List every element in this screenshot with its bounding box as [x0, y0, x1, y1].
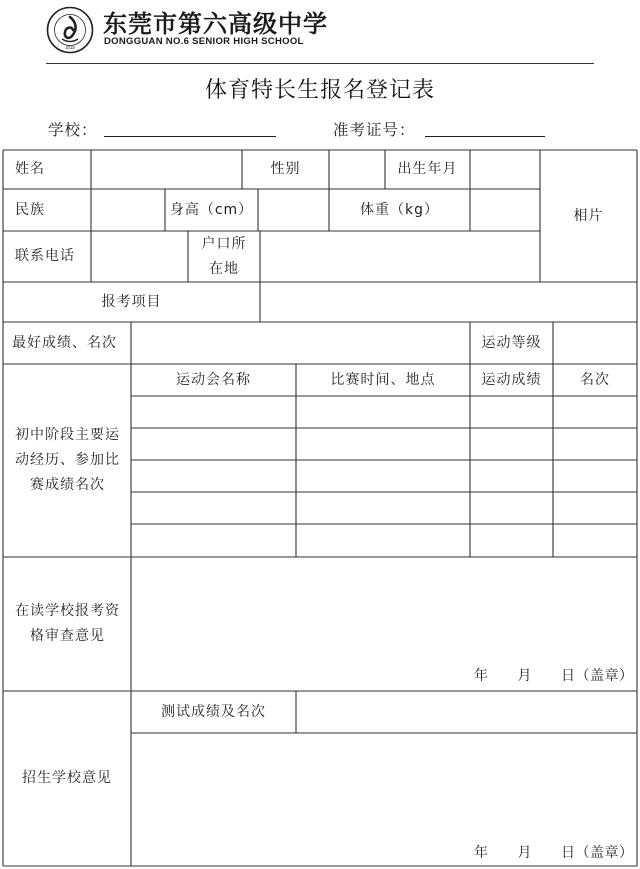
- weight-label: 体重（kg）: [360, 201, 439, 218]
- school-name-en: DONGGUAN NO.6 SENIOR HIGH SCHOOL: [104, 36, 304, 47]
- gender-label: 性别: [270, 161, 301, 177]
- sport-level-label: 运动等级: [481, 334, 542, 351]
- admission-label: 招生学校意见: [22, 770, 112, 786]
- school-name-cn: 东莞市第六高级中学: [103, 9, 328, 38]
- best-result-label: 最好成绩、名次: [12, 334, 117, 351]
- phone-label: 联系电话: [15, 248, 75, 264]
- col-meet-header: 运动会名称: [176, 371, 251, 388]
- ethnicity-label: 民族: [15, 201, 45, 218]
- height-label: 身高（cm）: [169, 201, 254, 218]
- admission-date-stamp: 年 月 日（盖章）: [474, 845, 634, 861]
- photo-label: 相片: [573, 207, 604, 224]
- review-date-stamp: 年 月 日（盖章）: [474, 668, 634, 684]
- school-label: 学校：: [48, 121, 98, 139]
- col-rank-header: 名次: [580, 371, 610, 388]
- birth-label: 出生年月: [397, 161, 458, 177]
- document-title: 体育特长生报名登记表: [204, 78, 435, 103]
- name-label: 姓名: [15, 161, 45, 177]
- hukou-label: 户口所在地: [201, 235, 247, 277]
- experience-label: 初中阶段主要运动经历、参加比赛成绩名次: [15, 427, 120, 493]
- col-result-header: 运动成绩: [481, 371, 542, 388]
- event-label: 报考项目: [101, 293, 162, 310]
- logo-year: 2018: [65, 45, 75, 50]
- col-time-place-header: 比赛时间、地点: [330, 371, 436, 388]
- review-label: 在读学校报考资格审查意见: [15, 603, 120, 644]
- test-result-label: 测试成绩及名次: [161, 703, 266, 720]
- exam-id-label: 准考证号：: [333, 121, 416, 139]
